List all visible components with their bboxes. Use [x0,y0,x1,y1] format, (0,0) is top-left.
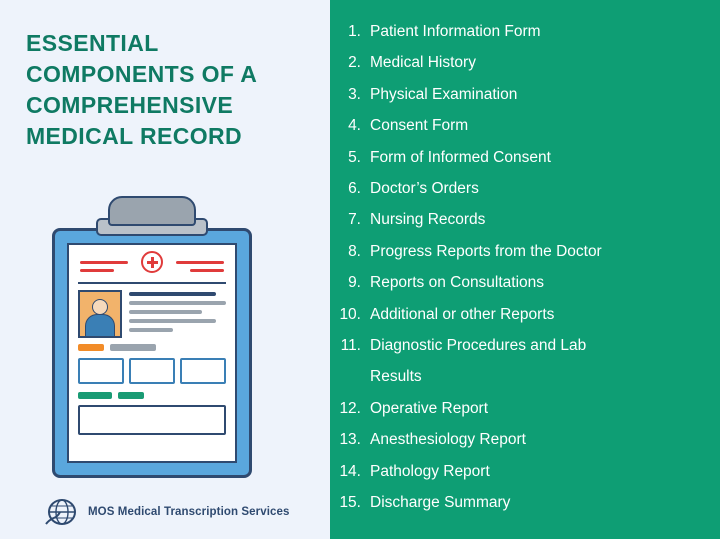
orange-tag [78,344,104,351]
paper-header [78,253,226,279]
right-panel [330,0,720,539]
detail-line [129,301,226,305]
list-item-label: Nursing Records [370,211,486,229]
page-title: ESSENTIAL COMPONENTS OF A COMPREHENSIVE MEDICAL RECORD [26,30,257,149]
list-item [336,47,710,78]
detail-line [129,328,173,332]
list-item-label: Discharge Summary [370,494,511,512]
clipboard-board [52,228,252,478]
list-item-number: 2. [348,54,361,72]
list-item-label: Consent Form [370,117,469,135]
paper-divider [78,282,226,284]
list-item-label: Doctor’s Orders [370,180,479,198]
list-item-label-wrapped: Results [370,368,422,386]
brand-logo [44,498,290,526]
list-item-number: 14. [339,462,361,480]
clipboard-clip-icon [108,196,196,226]
list-item [336,236,710,267]
list-item-number: 10. [339,305,361,323]
list-item-number: 3. [348,85,361,103]
list-item-label: Patient Information Form [370,23,541,40]
list-item-number: 1. [348,23,361,40]
list-item [336,424,710,455]
header-rule-left-1 [80,261,128,264]
mos-logo-icon [44,498,80,526]
list-item [336,204,710,235]
detail-line [129,319,216,323]
list-item-number: 8. [348,242,361,260]
green-tag [78,392,112,399]
list-item-number: 4. [348,117,361,135]
list-item [336,456,710,487]
section-tag-row [78,344,226,351]
list-item-number: 5. [348,148,361,166]
grey-tag [110,344,156,351]
header-rule-right-1 [176,261,224,264]
list-item [336,487,710,518]
list-item-number: 11. [340,337,361,355]
list-item-label: Progress Reports from the Doctor [370,242,602,260]
result-box [78,358,124,384]
list-item-label: Reports on Consultations [370,274,545,292]
medical-record-paper [67,243,237,463]
list-item [336,110,710,141]
list-item [336,79,710,110]
list-item [336,267,710,298]
result-box [129,358,175,384]
list-item [336,16,710,47]
list-item-label: Additional or other Reports [370,305,555,323]
list-item [336,299,710,330]
detail-line [129,292,216,296]
green-tag-row [78,392,226,399]
list-item [336,393,710,424]
result-box [180,358,226,384]
components-list [336,16,710,519]
patient-photo-head [92,299,108,315]
brand-name: MOS Medical Transcription Services [88,506,290,518]
patient-photo-body [85,314,115,336]
list-item-label: Operative Report [370,399,489,417]
list-item-label: Form of Informed Consent [370,148,551,166]
list-item-number: 7. [348,211,361,229]
list-item [336,173,710,204]
list-item-number: 6. [348,180,361,198]
detail-line [129,310,202,314]
list-item-label: Pathology Report [370,462,490,480]
header-rule-right-2 [190,269,224,272]
list-item-label: Diagnostic Procedures and Lab [370,337,587,355]
result-boxes-row [78,358,226,384]
clipboard-illustration [52,196,252,486]
list-item-label: Physical Examination [370,85,518,103]
patient-identity-row [78,290,226,338]
list-item-label: Medical History [370,54,476,72]
notes-box [78,405,226,435]
list-item-label: Anesthesiology Report [370,431,526,449]
medical-cross-icon [141,251,163,273]
patient-detail-lines [129,290,226,338]
patient-photo-icon [78,290,122,338]
list-item-number: 9. [348,274,361,292]
list-item [336,330,710,361]
list-item-number: 12. [339,399,361,417]
list-item-number: 13. [339,431,361,449]
left-panel [0,0,330,539]
header-rule-left-2 [80,269,114,272]
list-item [336,142,710,173]
list-item-continuation [336,361,710,392]
list-item-number: 15. [339,494,361,512]
green-tag [118,392,144,399]
